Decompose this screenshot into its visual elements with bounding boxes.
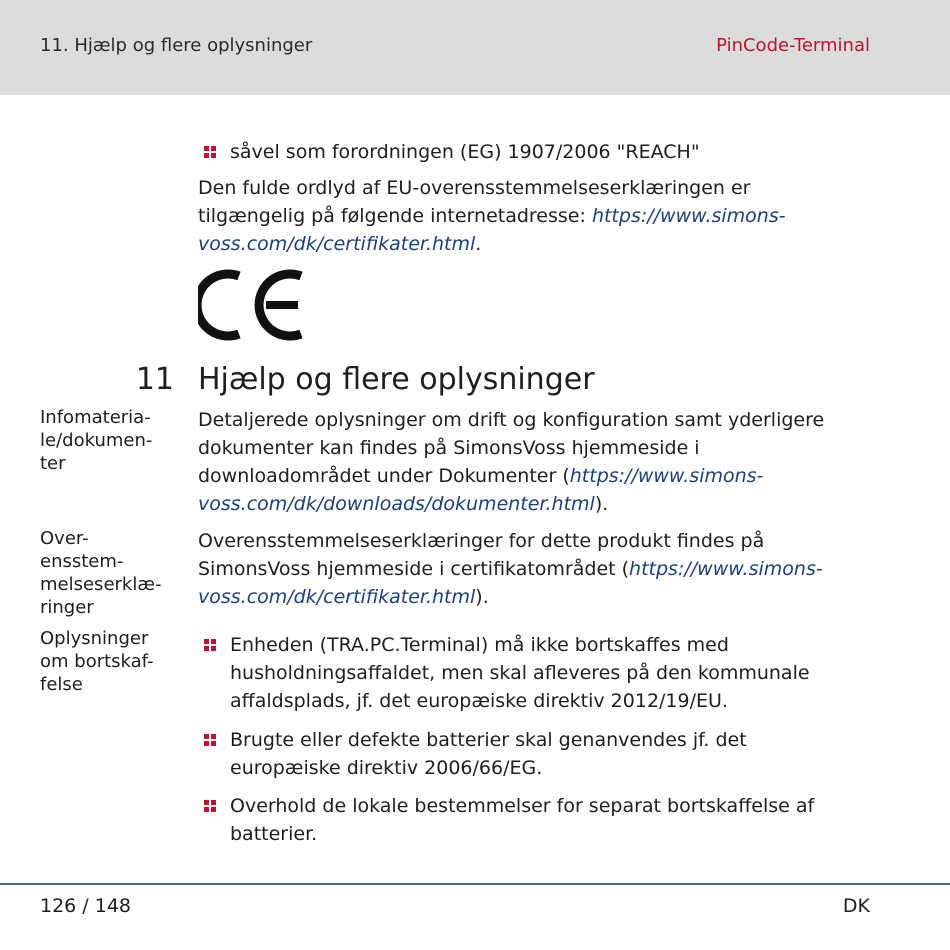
declaration-end: . [475, 233, 482, 255]
conformity-end: ). [475, 586, 489, 608]
header-section-title: 11. Hjælp og flere oplysninger [40, 35, 313, 56]
disposal-bullet-text: Brugte eller defekte batterier skal genanvendes jf. det europæiske direktiv 2006/66/EG. [230, 729, 747, 779]
conformity-link[interactable]: https://www.simons-voss.com/dk/certifikater.html [198, 558, 823, 608]
footer-divider [0, 883, 950, 885]
red-square-bullet-icon [204, 800, 216, 812]
side-label-line: Over- [40, 528, 89, 549]
side-label-line: le/dokumen- [40, 430, 153, 451]
bullet-reach-text: såvel som forordningen (EG) 1907/2006 "REACH" [230, 141, 700, 163]
header-product-name: PinCode-Terminal [716, 35, 870, 56]
side-label-line: melseserklæ- [40, 574, 162, 595]
info-paragraph [198, 406, 858, 518]
red-square-bullet-icon [204, 146, 216, 158]
side-label-line: ringer [40, 597, 94, 618]
side-label-line: Infomateria- [40, 407, 151, 428]
info-text: Detaljerede oplysninger om drift og konfiguration samt yderligere dokumenter kan findes på SimonsVoss hjemmeside i downloadområdet under Dokumenter ( [198, 409, 825, 487]
conformity-paragraph [198, 527, 858, 611]
conformity-text: Overensstemmelseserklæringer for dette produkt findes på SimonsVoss hjemmeside i certifikatområdet ( [198, 530, 765, 580]
chapter-number: 11 [135, 362, 174, 397]
declaration-link[interactable]: https://www.simons-voss.com/dk/certifikater.html [198, 205, 786, 255]
side-label-line: ensstem- [40, 551, 124, 572]
side-label-conformity [40, 527, 172, 619]
declaration-paragraph [198, 174, 858, 258]
chapter-title: Hjælp og flere oplysninger [198, 362, 595, 397]
side-label-info [40, 406, 172, 475]
declaration-text: Den fulde ordlyd af EU-overensstemmelseserklæringen er tilgængelig på følgende internetadresse: [198, 177, 751, 227]
info-end: ). [594, 493, 609, 515]
info-link[interactable]: https://www.simons-voss.com/dk/downloads/dokumenter.html [198, 465, 764, 515]
side-label-line: Oplysninger [40, 628, 149, 649]
side-label-line: ter [40, 453, 66, 474]
side-label-line: om bortskaf- [40, 651, 154, 672]
disposal-bullet-text: Overhold de lokale bestemmelser for separat bortskaffelse af batterier. [230, 795, 815, 845]
footer-language: DK [842, 895, 870, 917]
ce-mark-icon [198, 266, 308, 344]
red-square-bullet-icon [204, 639, 216, 651]
footer-page-number: 126 / 148 [40, 895, 132, 917]
red-square-bullet-icon [204, 734, 216, 746]
page-header [0, 0, 950, 95]
disposal-bullet-text: Enheden (TRA.PC.Terminal) må ikke bortskaffes med husholdningsaffaldet, men skal afleveres på den kommunale affaldsplads, jf. det europæiske direktiv 2012/19/EU. [230, 634, 810, 712]
side-label-line: felse [40, 674, 83, 695]
side-label-disposal [40, 627, 172, 696]
